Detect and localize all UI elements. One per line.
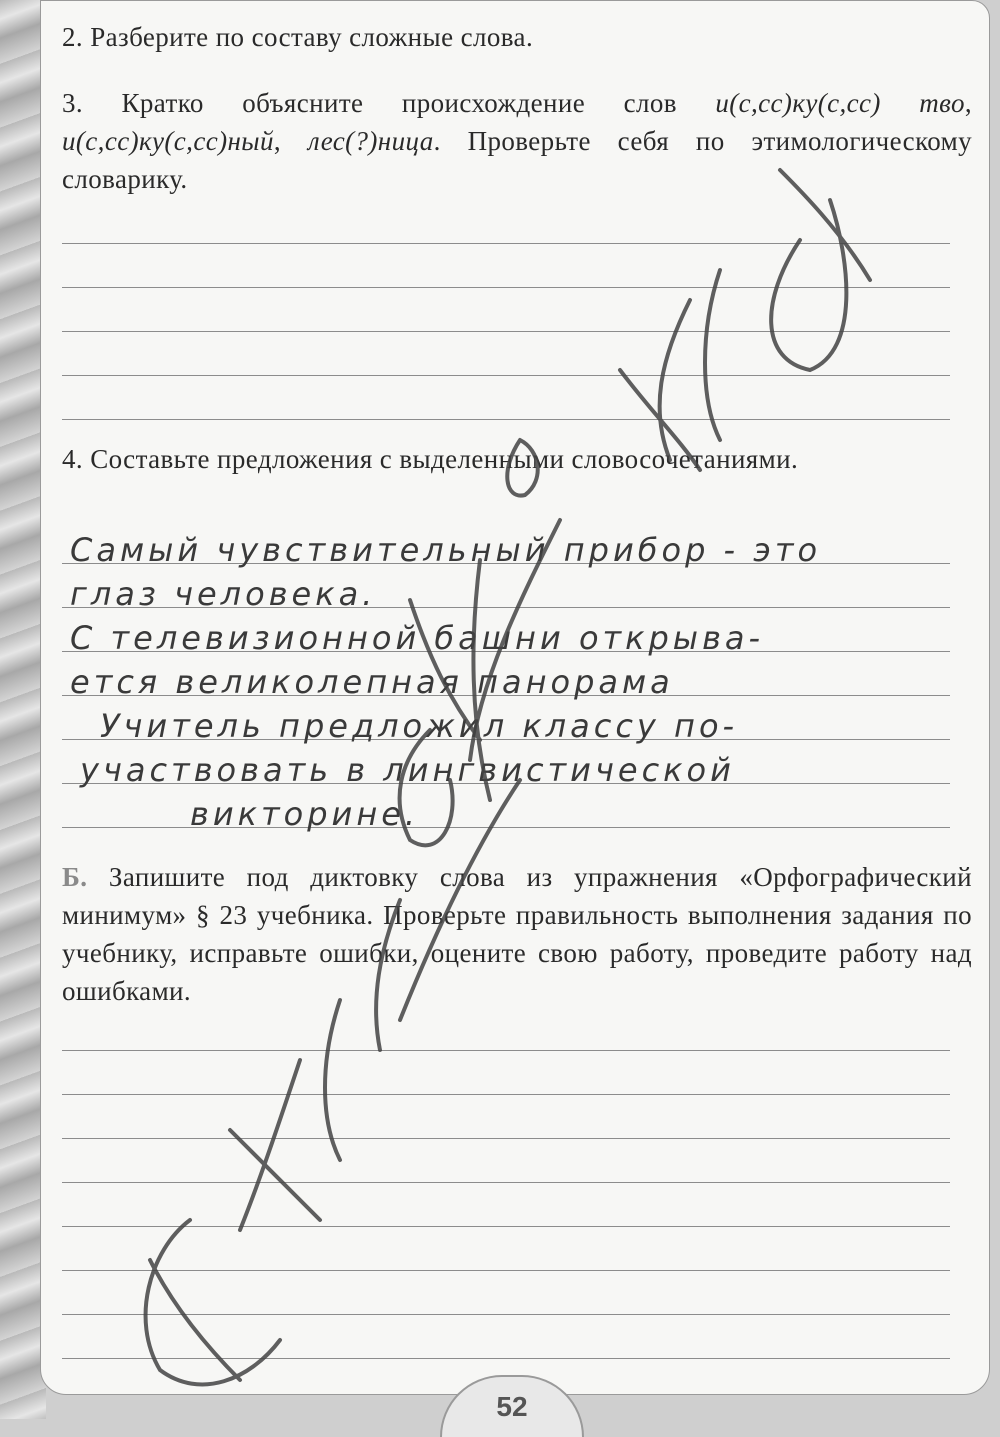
answer-line [62, 1226, 950, 1227]
handwritten-line: Самый чувствительный прибор - это [70, 531, 822, 569]
answer-line [62, 1314, 950, 1315]
task-2-text: 2. Разберите по составу сложные слова. [62, 22, 534, 52]
page-number: 52 [496, 1391, 528, 1422]
handwritten-line: С телевизионной башни открыва- [70, 619, 765, 657]
answer-line [62, 1182, 950, 1183]
handwritten-line: викторине. [190, 795, 420, 833]
handwritten-answers [60, 515, 960, 845]
handwritten-line: участвовать в лингвистической [80, 751, 735, 789]
task-4 [62, 440, 972, 478]
answer-line [62, 375, 950, 376]
task-3-word-2: и(с,сс)ку(с,сс)ный [62, 126, 274, 156]
answer-line [62, 1050, 950, 1051]
task-3 [62, 84, 972, 198]
answer-line [62, 1138, 950, 1139]
task-2 [62, 18, 972, 56]
task-3-word-3: лес(?)ница [307, 126, 434, 156]
handwritten-line: глаз человека. [70, 575, 377, 613]
handwritten-line: Учитель предложил классу по- [100, 707, 739, 745]
task-3-tail: . Проверьте себя по этимологическому словарику. [62, 126, 972, 194]
task-3-sep-2: , [273, 126, 308, 156]
task-4-text: 4. Составьте предложения с выделенными словосочетаниями. [62, 444, 799, 474]
answer-line [62, 243, 950, 244]
answer-line [62, 1270, 950, 1271]
task-b-text: Запишите под диктовку слова из упражнения «Орфографический минимум» § 23 учебника. Проверьте правильность выполнения задания по учебнику, исправьте ошибки, оцените свою работу, проведите работу над ошибками. [62, 862, 972, 1006]
task-b-letter: Б. [62, 862, 88, 892]
answer-line [62, 1094, 950, 1095]
answer-line [62, 1358, 950, 1359]
task-3-sep-1: , [964, 88, 972, 118]
answer-line [62, 331, 950, 332]
answer-line [62, 419, 950, 420]
handwritten-line: ется великолепная панорама [70, 663, 674, 701]
task-b [62, 858, 972, 1010]
answer-line [62, 287, 950, 288]
task-3-lead: 3. Кратко объясните происхождение слов [62, 88, 716, 118]
task-3-word-1: и(с,сс)ку(с,сс) тво [715, 88, 965, 118]
